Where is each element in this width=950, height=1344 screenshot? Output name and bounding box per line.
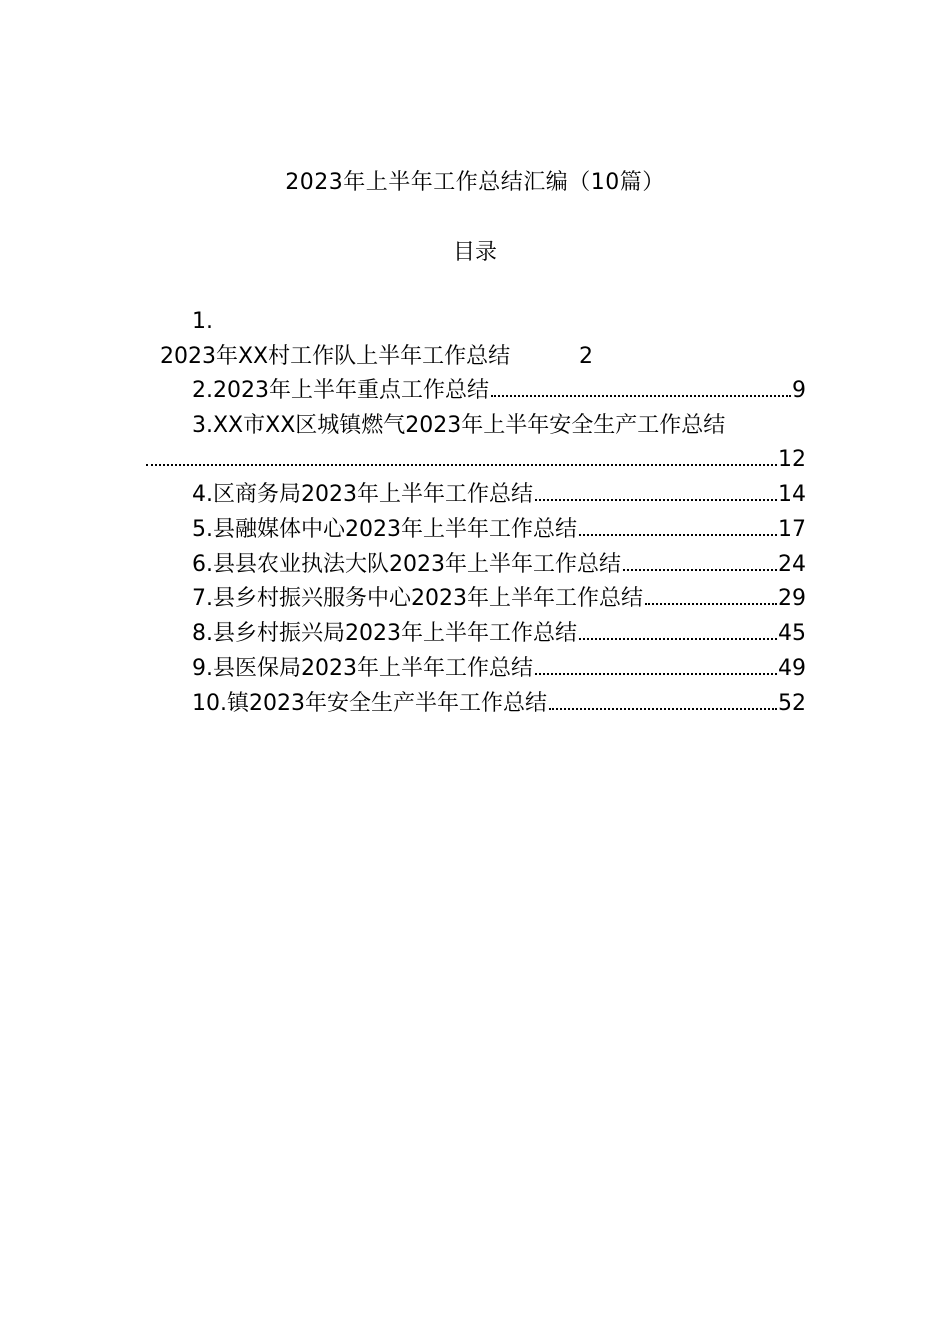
- toc-dot-leader: [579, 533, 777, 536]
- toc-entry-label: 8.县乡村振兴局2023年上半年工作总结: [192, 621, 577, 646]
- toc-entry-6[interactable]: [192, 548, 806, 582]
- document-title: 2023年上半年工作总结汇编（10篇）: [285, 170, 665, 195]
- toc-entry-page: 52: [778, 691, 806, 716]
- toc-entry-9[interactable]: [192, 652, 806, 686]
- toc-dot-leader: [645, 602, 777, 605]
- toc-entry-label: 9.县医保局2023年上半年工作总结: [192, 656, 533, 681]
- toc-entry-label: 5.县融媒体中心2023年上半年工作总结: [192, 517, 577, 542]
- toc-entry-page: 14: [778, 482, 806, 507]
- toc-dot-leader: [535, 498, 777, 501]
- toc-entry-7[interactable]: [192, 582, 806, 616]
- toc-entry-label: 10.镇2023年安全生产半年工作总结: [192, 691, 547, 716]
- toc-entry-3-leader-row[interactable]: [146, 443, 806, 477]
- toc-entry-label: 6.县县农业执法大队2023年上半年工作总结: [192, 552, 621, 577]
- toc-dot-leader: [579, 637, 777, 640]
- toc-entry-page: 9: [792, 378, 806, 403]
- toc-dot-leader: [146, 463, 777, 466]
- toc-entry-page: 49: [778, 656, 806, 681]
- toc-dot-leader: [549, 707, 777, 710]
- toc-dot-leader: [535, 672, 777, 675]
- toc-entry-10[interactable]: [192, 687, 806, 721]
- toc-entry-page: 29: [778, 586, 806, 611]
- toc-entry-8[interactable]: [192, 617, 806, 651]
- toc-entry-label: 2.2023年上半年重点工作总结: [192, 378, 489, 403]
- toc-entry-5[interactable]: [192, 513, 806, 547]
- toc-entry-page: 24: [778, 552, 806, 577]
- toc-entry-1-number[interactable]: 1.: [192, 309, 213, 334]
- toc-entry-label: 4.区商务局2023年上半年工作总结: [192, 482, 533, 507]
- toc-entry-2[interactable]: [192, 374, 806, 408]
- toc-dot-leader: [491, 394, 791, 397]
- toc-heading: 目录: [452, 240, 497, 265]
- toc-entry-4[interactable]: [192, 478, 806, 512]
- toc-entry-3-label[interactable]: 3.XX市XX区城镇燃气2023年上半年安全生产工作总结: [192, 413, 726, 438]
- toc-entry-1-label[interactable]: 2023年XX村工作队上半年工作总结: [160, 344, 511, 369]
- toc-entry-1-page[interactable]: 2: [579, 344, 593, 369]
- toc-entry-label: 7.县乡村振兴服务中心2023年上半年工作总结: [192, 586, 643, 611]
- toc-entry-page: 45: [778, 621, 806, 646]
- toc-dot-leader: [623, 568, 777, 571]
- toc-entry-page: 17: [778, 517, 806, 542]
- toc-entry-page: 12: [778, 447, 806, 472]
